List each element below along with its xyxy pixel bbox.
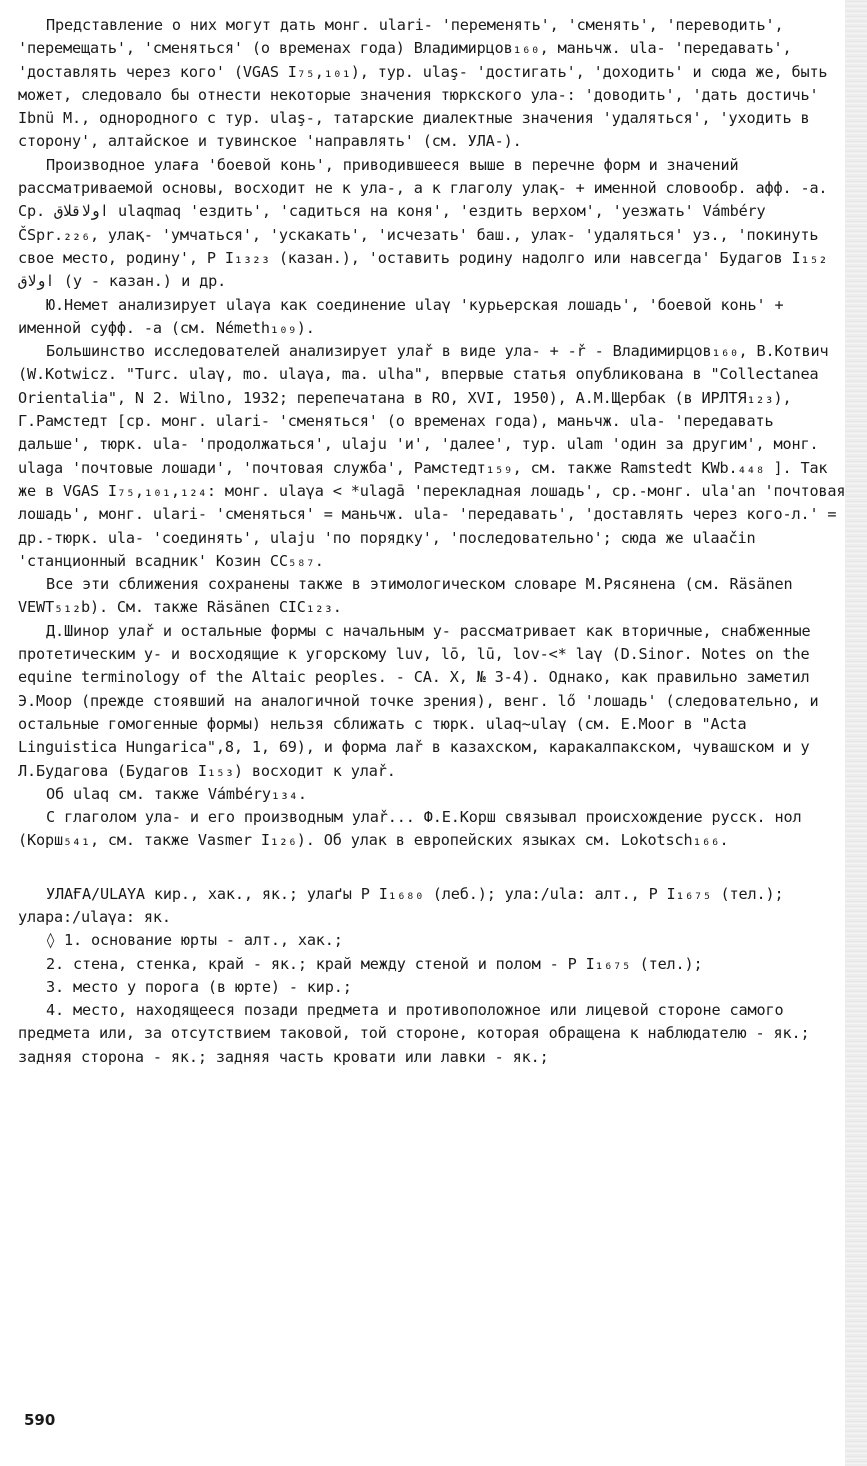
paragraph-3: Ю.Немет анализирует ulaγa как соединение ulaγ 'курьерская лошадь', 'боевой конь' + именной суфф. -а (см. Németh₁₀₉). bbox=[18, 295, 784, 337]
entry-sense-2: 2. стена, стенка, край - як.; край между стеной и полом - Р I₁₆₇₅ (тел.); bbox=[46, 954, 703, 973]
entry-sense-3: 3. место у порога (в юрте) - кир.; bbox=[46, 977, 352, 996]
document-page bbox=[18, 14, 848, 1069]
paragraph-4: Большинство исследователей анализирует улаř в виде ула- + -ř - Владимирцов₁₆₀, В.Котвич (W.Kotwicz. "Turc. ulaγ, mo. ulaγa, ma. ulha", впервые статья опубликована в "Collectanea Orientalia", N 2. Wilno, 1932; перепечатана в RO, XVI, 1950), А.М.Щербак (в ИРЛТЯ₁₂₃), Г.Рамстедт [ср. монг. ulari- 'сменяться' (о временах года), маньчж. ula- 'передавать дальше', тюрк. ula- 'продолжаться', ulaju 'и', 'далее', тур. ulam 'один за другим', монг. ulaga 'почтовые лошади', 'почтовая служба', Рамстедт₁₅₉, см. также Ramstedt KWb.₄₄₈ ]. Так же в VGAS I₇₅,₁₀₁,₁₂₄: монг. ulaγa < *ulagā 'перекладная лошадь', ср.-монг. ula'an 'почтовая лошадь', монг. ulari- 'сменяться' = маньчж. ula- 'передавать', 'доставлять через кого-л.' = др.-тюрк. ula- 'соединять', ulaju 'по порядку', 'последовательно'; сюда же ulaačin 'станционный всадник' Козин СС₅₈₇. bbox=[18, 342, 846, 570]
paragraph-1: Представление о них могут дать монг. ulari- 'переменять', 'сменять', 'переводить', 'перемещать', 'сменяться' (о временах года) Владимирцов₁₆₀, маньчж. ula- 'передавать', 'доставлять через кого' (VGAS I₇₅,₁₀₁), тур. ulaş- 'достигать', 'доходить' и сюда же, быть может, следовало бы отнести некоторые значения тюркского ула-: 'доводить', 'дать достичь' Ibnü M., однородного с тур. ulaş-, татарские диалектные значения 'удаляться', 'уходить в сторону', алтайское и тувинское 'направлять' (см. УЛА-). bbox=[18, 16, 828, 151]
paragraph-6: Д.Шинор улаř и остальные формы с начальным у- рассматривает как вторичные, снабженные протетическим у- и восходящие к угорскому luv, lō, lū, lov-<* laγ (D.Sinor. Notes on the equine terminology of the Altaic peoples. - CA. X, № 3-4). Однако, как правильно заметил Э.Моор (прежде стоявший на аналогичной точке зрения), венг. lő 'лошадь' (следовательно, и остальные гомогенные формы) нельзя сближать с тюрк. ulaq~ulaγ (см. E.Moor в "Acta Linguistica Hungarica",8, 1, 69), и форма лаř в казахском, каракалпакском, чувашском и у Л.Будагова (Будагов I₁₅₃) восходит к улаř. bbox=[18, 621, 819, 780]
entry-header: УЛАҒА/ULAYA кир., хак., як.; улаґы Р I₁₆₈₀ (леб.); ула:/ula: алт., Р I₁₆₇₅ (тел.); улара:/ulaγa: як. bbox=[18, 884, 784, 926]
page-number: 590 bbox=[24, 1411, 56, 1429]
paragraph-5: Все эти сближения сохранены также в этимологическом словаре М.Рясянена (см. Räsänen VEWT₅₁₂b). См. также Räsänen CIC₁₂₃. bbox=[18, 575, 793, 617]
entry-sense-4: 4. место, находящееся позади предмета и противоположное или лицевой стороне самого предмета или, за отсутствием таковой, той стороне, которая обращена к наблюдателю - як.; задняя сторона - як.; задняя часть кровати или лавки - як.; bbox=[18, 1001, 810, 1066]
entry-sense-1: ◊ 1. основание юрты - алт., хак.; bbox=[46, 931, 343, 950]
paragraph-2: Производное улаға 'боевой конь', приводившееся выше в перечне форм и значений рассматриваемой основы, восходит не к ула-, а к глаголу улақ- + именной словообр. афф. -а. Ср. اولاقلاق ulaqmaq 'ездить', 'садиться на коня', 'ездить верхом', 'уезжать' Vámbéry ČSpr.₂₂₆, улақ- 'умчаться', 'ускакать', 'исчезать' баш., улаҡ- 'удаляться' уз., 'покинуть свое место, родину', Р I₁₃₂₃ (казан.), 'оставить родину надолго или навсегда' Будагов I₁₅₂ اولاق (у - казан.) и др. bbox=[18, 155, 828, 291]
scan-edge-shadow bbox=[845, 0, 867, 1466]
paragraph-7: Об ulaq см. также Vámbéry₁₃₄. bbox=[46, 784, 307, 803]
paragraph-8: С глаголом ула- и его производным улаř... Ф.Е.Корш связывал происхождение русск. нол (Корш₅₄₁, см. также Vasmer I₁₂₆). Об улак в европейских языках см. Lokotsch₁₆₆. bbox=[18, 808, 802, 850]
